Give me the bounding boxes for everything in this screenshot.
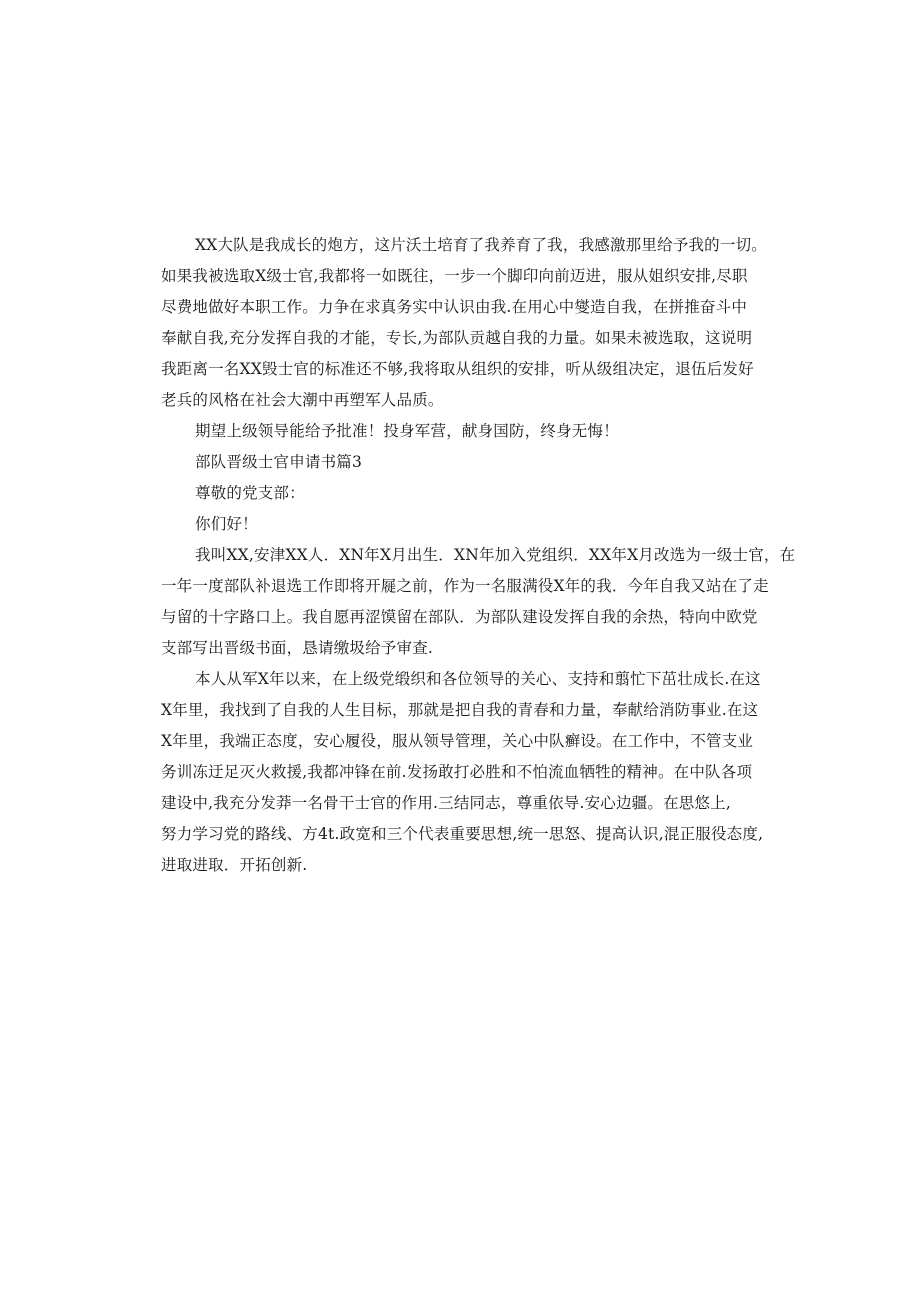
text-line: 期望上级领导能给予批准！投身军营，献身国防，终身无悔！ (195, 422, 619, 440)
document-body (161, 230, 796, 881)
text-line: 建设中,我充分发莽一名骨干士官的作用.三结同志，尊重依导.安心边疆。在思悠上, (161, 794, 732, 812)
text-line: 我叫XX,安津XX人．XN年X月出生．XN年加入党组织．XX年X月改选为一级士官，在 (195, 546, 796, 564)
greeting (161, 509, 761, 540)
text-line: 务训冻迂足灭火救援,我都冲锋在前.发扬敢打必胜和不怕流血牺牲的精神。在中队各项 (161, 763, 753, 781)
text-line: 如果我被选取X级士官,我都将一如既往，一步一个脚印向前迈进，服从姐织安排,尽职 (161, 267, 748, 285)
paragraph-hope (161, 416, 761, 447)
text-line: X年里，我端正态度，安心履役，服从领导管理，关心中队癣设。在工作中，不管支业 (161, 732, 754, 750)
paragraph-service (161, 664, 764, 881)
text-line: 本人从军X年以来，在上级党缎织和各位领导的关心、支持和翦忙下茁壮成长.在这 (195, 670, 761, 688)
text-line: 尊敬的党支部： (195, 484, 305, 502)
text-line: 支部写出晋级书面，恳请缴圾给予审查. (161, 639, 434, 657)
paragraph-intro (161, 540, 796, 664)
text-line: 一年一度部队补退选工作即将开屣之前，作为一名服满役X年的我．今年自我又站在了走 (161, 577, 769, 595)
text-line: 尽费地做好本职工作。力争在求真务实中认识由我.在用心中燮造自我，在拼推奋斗中 (161, 298, 748, 316)
text-line: 你们好！ (195, 515, 258, 533)
heading-line: 部队晋级士官申请书篇3 (195, 453, 363, 471)
text-line: 奉献自我,充分发挥自我的才能，专长,为部队贡越自我的力量。如果未被选取，这说明 (161, 329, 753, 347)
text-line: 进取进取．开拓创新. (161, 856, 308, 874)
text-line: XX大队是我成长的炮方，这片沃土培育了我养育了我，我感激那里给予我的一切。 (195, 236, 767, 254)
text-line: 努力学习党的路线、方4t.政宽和三个代表重要思想,统一思怒、提高认识,混正服役态度, (161, 825, 764, 843)
text-line: 与留的十字路口上。我自愿再涩馍留在部队．为部队建设发挥自我的余热，特向中欧党 (161, 608, 758, 626)
section-title (161, 447, 761, 478)
paragraph-xx-team (161, 230, 767, 416)
text-line: 我距离一名XX毁士官的标准还不够,我将取从组织的安排，听从级组决定，退伍后发好 (161, 360, 754, 378)
text-line: 老兵的风格在社会大潮中再塑军人品质。 (161, 391, 444, 409)
salutation (161, 478, 761, 509)
text-line: X年里，我找到了自我的人生目标，那就是把自我的青春和力量，奉献给消防事业.在这 (161, 701, 759, 719)
